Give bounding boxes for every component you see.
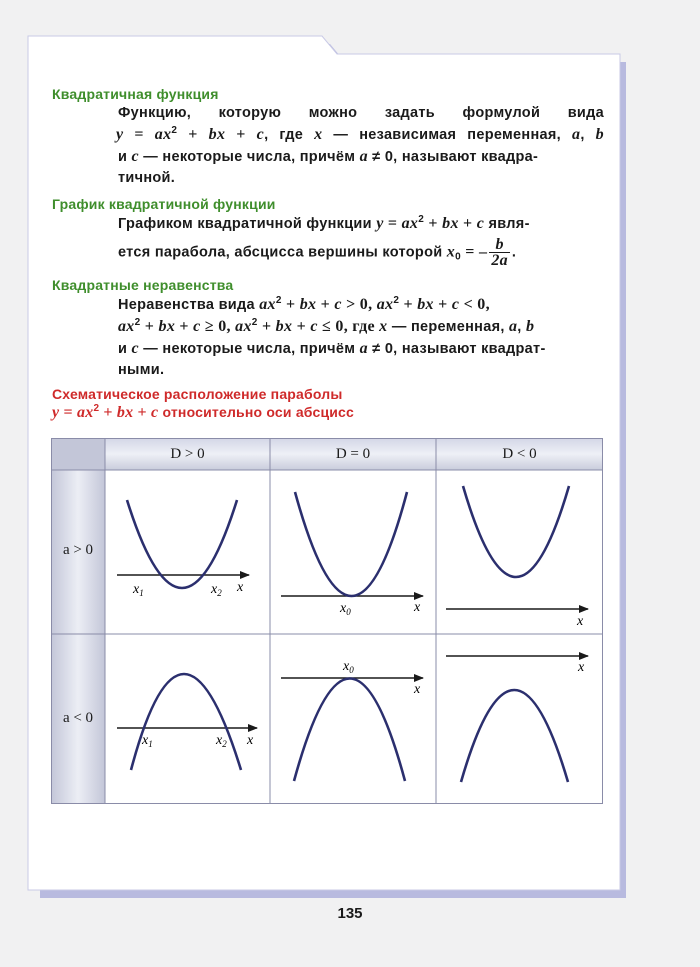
root-x1-label: $x_1$ xyxy=(133,582,144,598)
heading-quadratic-function: Квадратичная функция xyxy=(52,86,219,102)
root-x2-label: $x_2$ xyxy=(216,733,227,749)
x-axis-label: x xyxy=(237,580,244,595)
parabola-up xyxy=(295,492,407,596)
graph-a-neg-d-zero xyxy=(281,659,423,781)
graph-a-neg-d-neg xyxy=(446,656,588,782)
heading-quadratic-inequalities: Квадратные неравенства xyxy=(52,277,234,293)
col-header-d-pos: D > 0 xyxy=(170,446,205,462)
graph-a-pos-d-zero xyxy=(281,492,423,617)
parabola-down xyxy=(294,679,405,782)
vertex-fraction: $\frac{b}{2a}$ xyxy=(491,236,508,269)
table-side-band xyxy=(51,470,105,804)
graph-a-neg-d-pos xyxy=(117,674,257,770)
x-axis-label: x xyxy=(414,600,421,615)
graph-a-pos-d-pos xyxy=(117,500,249,598)
table-border xyxy=(52,439,603,804)
heading-parabola-scheme: Схематическое расположение параболы xyxy=(52,386,343,402)
x-axis-label: x xyxy=(577,614,584,629)
row-header-a-neg: a < 0 xyxy=(62,710,94,726)
parabola-down xyxy=(131,674,241,770)
parabola-down xyxy=(461,690,568,782)
root-x1-label: $x_1$ xyxy=(142,733,153,749)
parabola-up xyxy=(463,486,569,577)
vertex-x0-label: $x_0$ xyxy=(343,659,354,675)
x-axis-label: x xyxy=(578,660,585,675)
x-axis-label: x xyxy=(247,733,254,748)
root-x2-label: $x_2$ xyxy=(211,582,222,598)
definition-parabola: Графиком квадратичной функции $y = ax^2$ + bx + c явля- ется парабола, абсцисса вершины которой $x_0$ = – $\frac{b}{2a}$ . xyxy=(118,214,530,269)
col-header-d-neg: D < 0 xyxy=(502,446,537,462)
parabola-table-graphics xyxy=(51,438,603,804)
heading-quadratic-graph: График квадратичной функции xyxy=(52,196,276,212)
row-header-a-pos: a > 0 xyxy=(62,542,94,558)
x-axis-label: x xyxy=(414,682,421,697)
vertex-x0-label: $x_0$ xyxy=(340,601,351,617)
heading-parabola-scheme-formula: $y = ax^2$ + bx + c относительно оси абсцисс xyxy=(52,403,355,421)
parabola-table xyxy=(51,438,603,804)
definition-inequalities: Неравенства вида $ax^2$ + bx + c > 0, $ax^2$ + bx + c < 0, $ax^2$ + bx + c ≥ 0, $ax^2$ + bx + c ≤ 0, где x — переменная, a, b и c — некоторые числа, причём a ≠ 0, называют квадрат- ными. xyxy=(118,295,546,378)
graph-a-pos-d-neg xyxy=(446,486,588,629)
table-corner xyxy=(51,438,105,470)
page-number: 135 xyxy=(337,905,363,922)
col-header-d-zero: D = 0 xyxy=(335,446,371,462)
definition-quadratic-function: Функцию, которую можно задать формулой вида $y = ax^2$ + bx + c, где x — независимая переменная, a, b и c — некоторые числа, причём a ≠ 0, называют квадра- тичной. xyxy=(116,105,604,186)
